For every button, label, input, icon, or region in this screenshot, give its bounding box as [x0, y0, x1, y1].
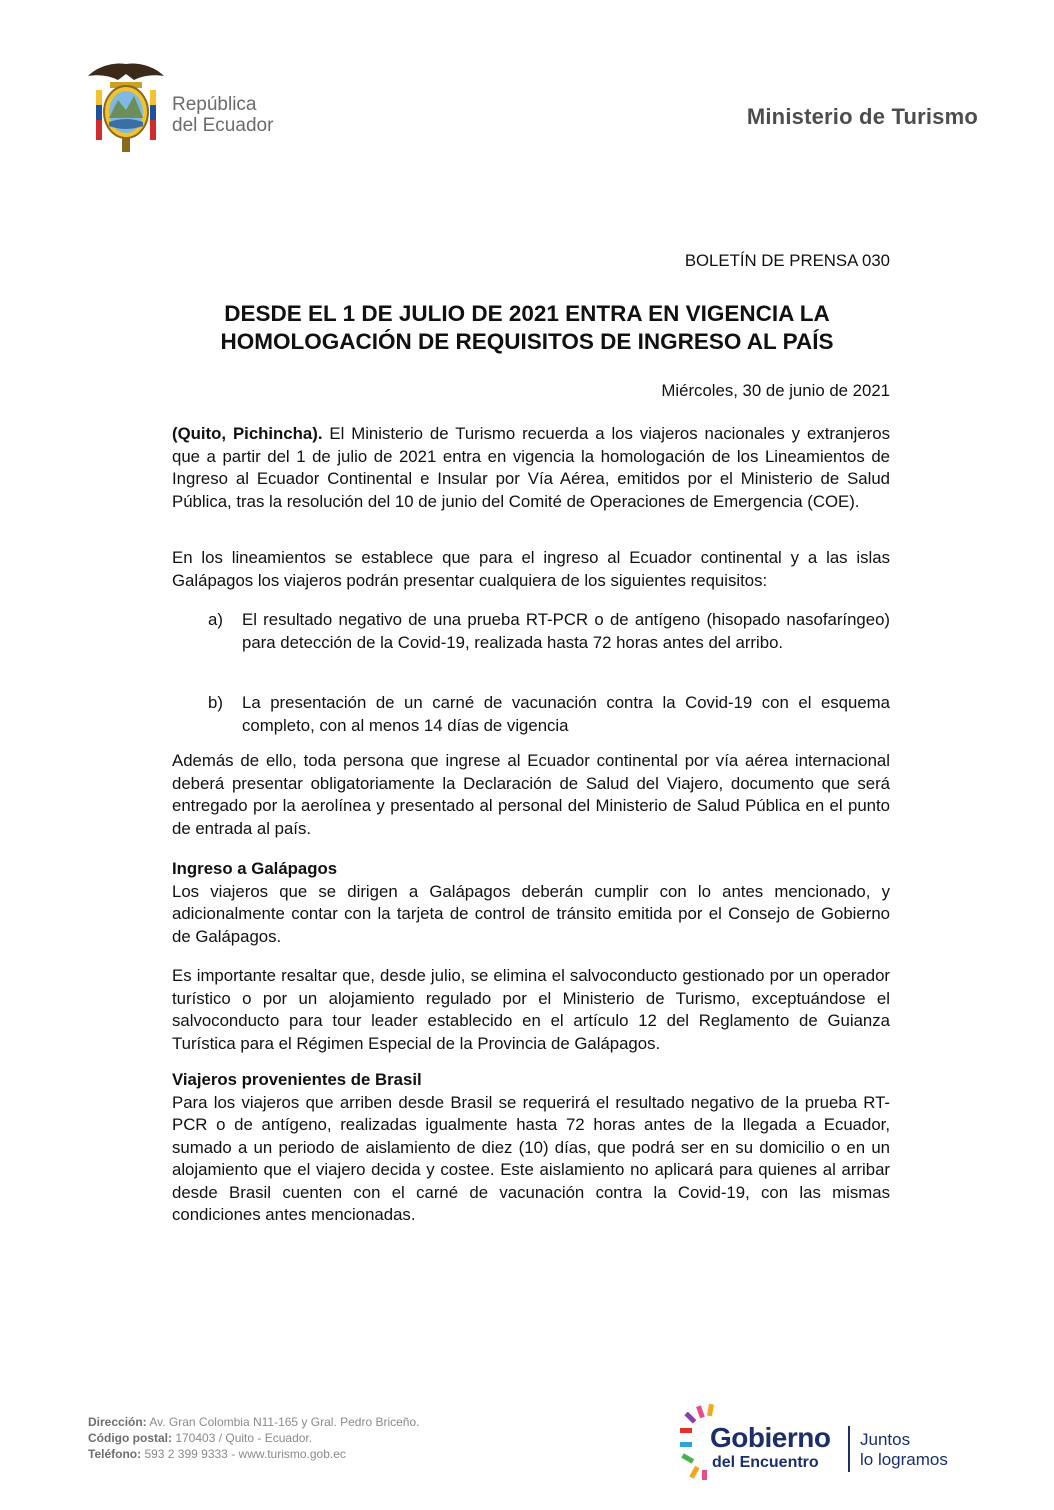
- list-item: [208, 609, 890, 654]
- republic-logo: [86, 60, 286, 155]
- postal-label: Código postal:: [88, 1431, 172, 1445]
- requirements-list: [208, 609, 890, 654]
- page-title: [120, 300, 934, 356]
- coat-of-arms-icon: [86, 60, 166, 155]
- footer-address: [88, 1414, 419, 1462]
- title-line1: DESDE EL 1 DE JULIO DE 2021 ENTRA EN VIGENCIA LA: [224, 301, 830, 326]
- slogan-line1: Juntos: [860, 1430, 911, 1449]
- slogan: [860, 1430, 948, 1470]
- safe-conduct-paragraph: [172, 965, 890, 1055]
- safe-conduct-text: Es importante resaltar que, desde julio, se elimina el salvoconducto gestionado por un operador turístico o por un alojamiento regulado por el Ministerio de Turismo, exceptuándose el salvoconducto para tour leader establecido en el artículo 12 del Reglamento de Guianza Turística para el Régimen Especial de la Provincia de Galápagos.: [172, 966, 890, 1053]
- list-text: El resultado negativo de una prueba RT-PCR o de antígeno (hisopado nasofaríngeo) para detección de la Covid-19, realizada hasta 72 horas antes del arribo.: [242, 610, 890, 652]
- requirements-intro: En los lineamientos se establece que para el ingreso al Ecuador continental y a las islas Galápagos los viajeros podrán presentar cualquiera de los siguientes requisitos:: [172, 548, 890, 590]
- intro-lead: (Quito, Pichincha).: [172, 424, 323, 443]
- phone-label: Teléfono:: [88, 1447, 142, 1461]
- address-label: Dirección:: [88, 1415, 147, 1429]
- list-item: [208, 692, 890, 737]
- galapagos-text: Los viajeros que se dirigen a Galápagos deberán cumplir con lo antes mencionado, y adicionalmente contar con la tarjeta de control de tránsito emitida por el Consejo de Gobierno de Galápagos.: [172, 881, 890, 946]
- requirements-list-b: [208, 692, 890, 737]
- intro-paragraph: [172, 423, 890, 513]
- bulletin-number: BOLETÍN DE PRENSA 030: [684, 251, 890, 270]
- health-declaration-paragraph: [172, 750, 890, 840]
- intro-text: El Ministerio de Turismo recuerda a los viajeros nacionales y extranjeros que a partir del 1 de julio de 2021 entra en vigencia la homologación de los Lineamientos de Ingreso al Ecuador Continental e Insular por Vía Aérea, emitidos por el Ministerio de Salud Pública, tras la resolución del 10 de junio del Comité de Operaciones de Emergencia (COE).: [172, 424, 890, 511]
- requirements-paragraph: [172, 547, 890, 592]
- slogan-line2: lo logramos: [860, 1450, 948, 1469]
- gobierno-logo: [676, 1400, 976, 1480]
- encuentro-word: del Encuentro: [712, 1454, 819, 1471]
- brasil-section: [172, 1069, 890, 1227]
- gobierno-word: Gobierno: [710, 1422, 831, 1453]
- phone-value: 593 2 399 9333 - www.turismo.gob.ec: [141, 1447, 346, 1461]
- republic-line2: del Ecuador: [172, 115, 274, 136]
- logo-divider: [848, 1426, 850, 1472]
- galapagos-heading: Ingreso a Galápagos: [172, 859, 338, 878]
- list-marker: a): [208, 610, 223, 629]
- list-text: La presentación de un carné de vacunación contra la Covid-19 con el esquema completo, con al menos 14 días de vigencia: [242, 693, 890, 735]
- title-line2: HOMOLOGACIÓN DE REQUISITOS DE INGRESO AL PAÍS: [220, 329, 834, 354]
- postal-value: 170403 / Quito - Ecuador.: [172, 1431, 313, 1445]
- republic-name: [172, 94, 273, 136]
- galapagos-section: [172, 858, 890, 948]
- list-marker: b): [208, 693, 223, 712]
- ministry-name: Ministerio de Turismo: [746, 104, 978, 129]
- brasil-text: Para los viajeros que arriben desde Brasil se requerirá el resultado negativo de la prueba RT- PCR o de antígeno, realizadas igualmente hasta 72 horas antes de la llegada a Ecuador, sumado a un periodo de aislamiento de diez (10) días, que podrá ser en su domicilio o en un alojamiento que el viajero decida y costee. Este aislamiento no aplicará para quienes al arribar desde Brasil cuenten con el carné de vacunación contra la Covid-19, con las mismas condiciones antes mencionadas.: [172, 1092, 890, 1224]
- brasil-heading: Viajeros provenientes de Brasil: [172, 1070, 422, 1089]
- address-value: Av. Gran Colombia N11-165 y Gral. Pedro Briceño.: [146, 1415, 420, 1429]
- health-declaration-text: Además de ello, toda persona que ingrese al Ecuador continental por vía aérea internacional deberá presentar obligatoriamente la Declaración de Salud del Viajero, documento que será entregado por la aerolínea y presentado al personal del Ministerio de Salud Pública en el punto de entrada al país.: [172, 751, 890, 838]
- press-date: Miércoles, 30 de junio de 2021: [661, 381, 890, 400]
- republic-line1: República: [172, 94, 257, 115]
